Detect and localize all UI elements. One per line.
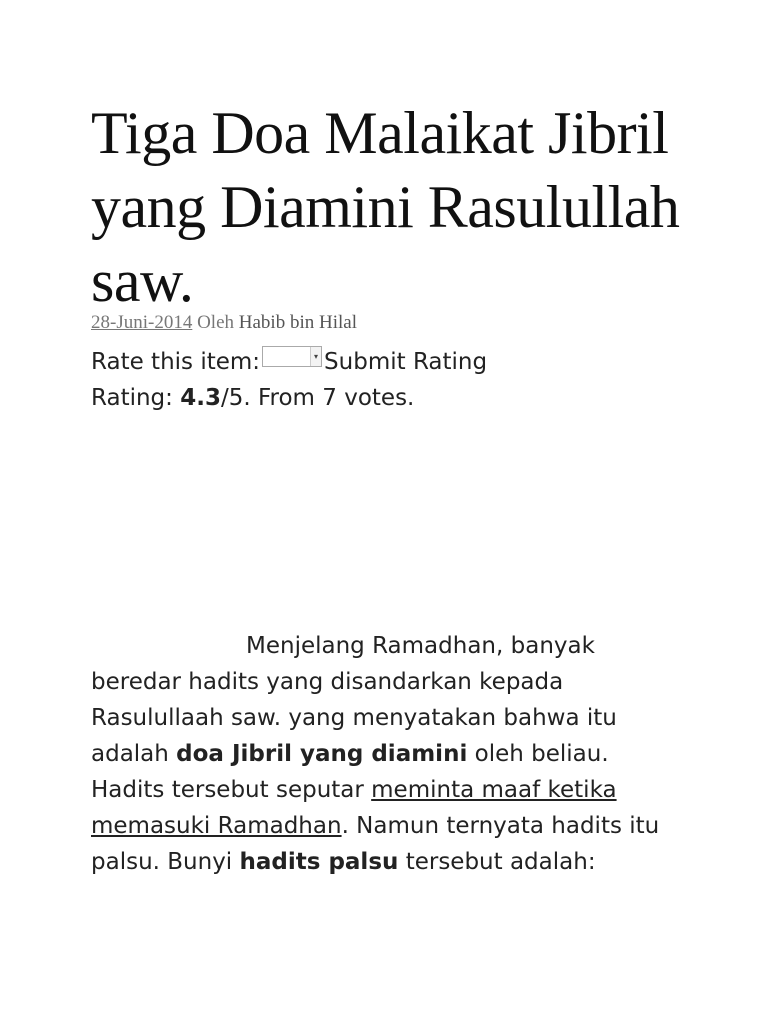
body-text-4: tersebut adalah: — [398, 849, 596, 875]
article-byline — [91, 312, 691, 334]
submit-rating-button[interactable]: Submit Rating — [324, 349, 488, 375]
body-text-3: . Namun ternyata hadits itu palsu. Bunyi — [91, 813, 660, 875]
article-body-paragraph — [91, 628, 671, 880]
rating-suffix: /5. From 7 votes. — [220, 385, 415, 411]
rating-widget — [91, 344, 691, 416]
rating-prefix: Rating: — [91, 385, 181, 411]
article-date-link[interactable]: 28-Juni-2014 — [91, 312, 193, 333]
article-author: Habib bin Hilal — [238, 312, 357, 333]
body-text-1: Menjelang Ramadhan, banyak beredar hadits yang disandarkan kepada Rasulullaah saw. yang menyatakan bahwa itu adalah — [91, 633, 617, 767]
body-text-2: oleh beliau. Hadits tersebut seputar — [91, 741, 609, 803]
body-bold-1: doa Jibril yang diamini — [176, 741, 468, 767]
article-title: Tiga Doa Malaikat Jibril yang Diamini Rasulullah saw. — [91, 100, 680, 314]
body-bold-2: hadits palsu — [239, 849, 399, 875]
byline-by-label: Oleh — [197, 312, 235, 333]
rate-row — [91, 344, 691, 380]
rating-score: 4.3 — [180, 385, 221, 411]
body-link-maaf-ramadhan[interactable]: meminta maaf ketika memasuki Ramadhan — [91, 777, 617, 839]
rate-label: Rate this item: — [91, 349, 261, 375]
rating-summary — [91, 380, 691, 416]
chevron-down-icon: ▾ — [310, 347, 321, 366]
article-header — [91, 96, 691, 416]
rating-select[interactable] — [262, 346, 322, 367]
